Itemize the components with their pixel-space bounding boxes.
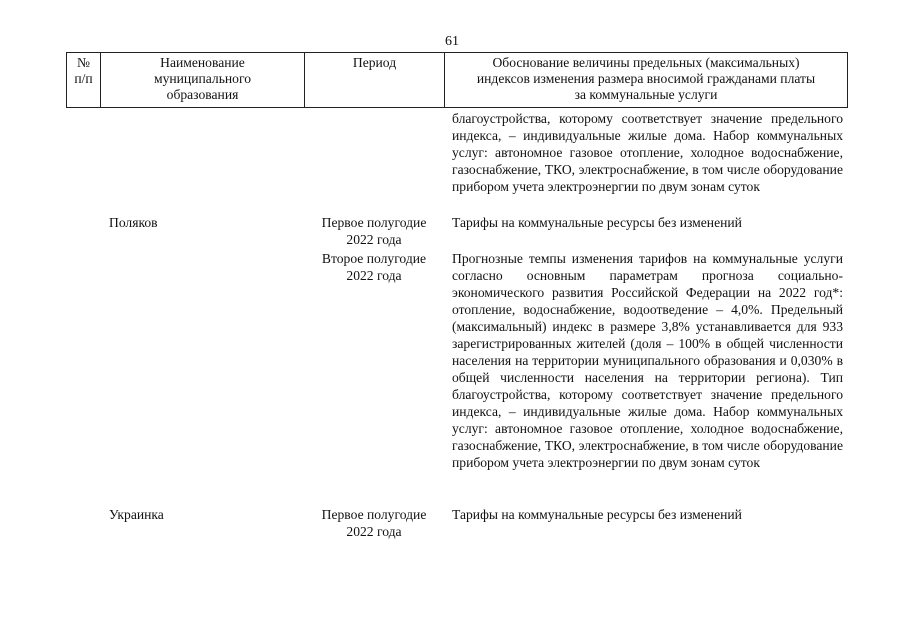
justification-text: Тарифы на коммунальные ресурсы без изменений: [452, 215, 742, 230]
continuation-text: благоустройства, которому соответствует значение предельного индекса, – индивидуальные жилые дома. Набор коммунальных услуг: автономное газовое отопление, холодное водоснабжение, газоснабжение, ТКО, электроснабжение, в том числе оборудование прибором учета электроэнергии по двум зонам суток: [452, 111, 843, 194]
header-justification: Обоснование величины предельных (максимальных) индексов изменения размера вносимой гражданами платы за коммунальные услуги: [476, 55, 816, 102]
period-cell: Второе полугодие 2022 года: [321, 251, 427, 283]
justification-text: Прогнозные темпы изменения тарифов на коммунальные услуги согласно основным параметрам прогноза социально-экономического развития Российской Федерации на 2022 год*: отопление, водоснабжение, водоотведение – 4,0%. Предельный (максимальный) индекс в размере 3,8% устанавливается для 933 зарегистрированных жителей (доля – 100% в общей численности населения на территории муниципального образования и 0,030% в общей численности населения на территории региона). Тип благоустройства, которому соответствует значение предельного индекса, – индивидуальные жилые дома. Набор коммунальных услуг: автономное газовое отопление, холодное водоснабжение, газоснабжение, ТКО, электроснабжение, в том числе оборудование прибором учета электроэнергии по двум зонам суток: [452, 251, 843, 470]
header-period: Период: [305, 53, 445, 107]
municipality-name: Поляков: [109, 215, 158, 230]
period-cell: Первое полугодие 2022 года: [321, 215, 427, 247]
table-header: [66, 52, 848, 108]
justification-text: Тарифы на коммунальные ресурсы без изменений: [452, 507, 742, 522]
header-no: № п/п: [67, 53, 101, 107]
period-cell: Первое полугодие 2022 года: [321, 507, 427, 539]
municipality-name: Украинка: [109, 507, 164, 522]
page-number: 61: [445, 34, 459, 49]
header-municipality: Наименование муниципального образования: [101, 53, 305, 107]
